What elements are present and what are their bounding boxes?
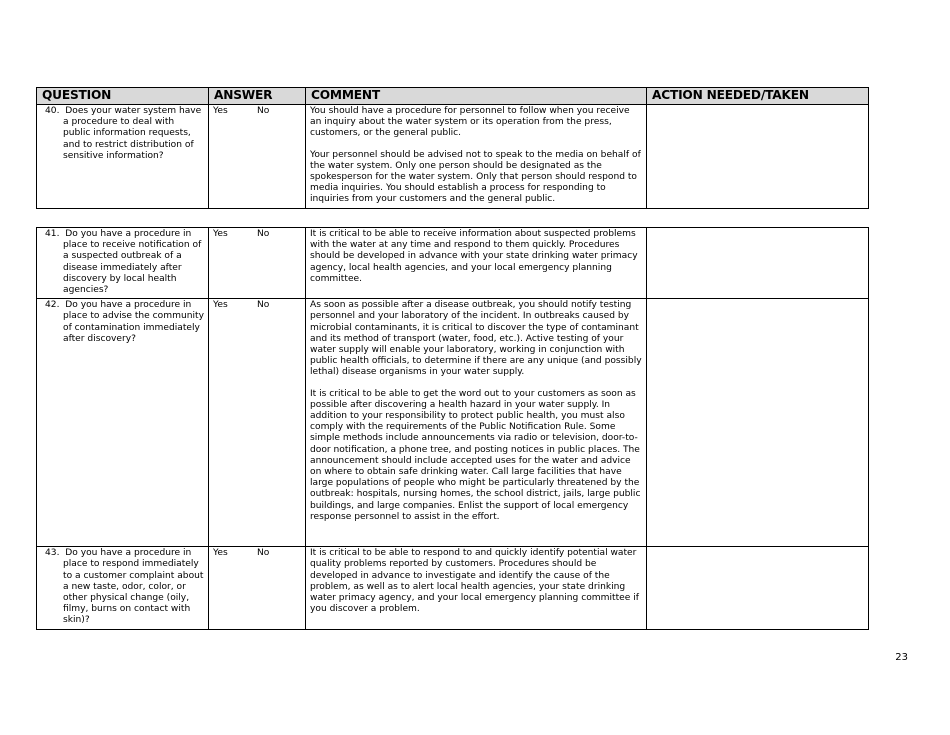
- comment-cell: [306, 105, 647, 209]
- question-table-2: [36, 227, 869, 630]
- comment-paragraph: It is critical to be able to respond to and quickly identify potential water quality problems reported by customers. Procedures should be developed in advance to investigate and identify the cause of the problem, as well as to alert local health agencies, your state drinking water primacy agency, and your local emergency planning committee if you discover a problem.: [310, 548, 639, 615]
- comment-cell: [306, 547, 647, 629]
- question-text: Do you have a procedure in place to receive notification of a suspected outbreak of a disease immediately after discovery by local health agencies?: [63, 229, 202, 296]
- question-number: 42.: [45, 300, 60, 311]
- answer-yes[interactable]: Yes: [213, 300, 228, 311]
- action-cell[interactable]: [647, 547, 869, 629]
- question-number: 41.: [45, 229, 60, 239]
- question-text: Do you have a procedure in place to advise the community of contamination immediately after discovery?: [63, 300, 204, 344]
- answer-no[interactable]: No: [257, 548, 270, 559]
- question-text: Does your water system have a procedure to deal with public information requests, and to restrict distribution of sensitive information?: [63, 106, 202, 161]
- question-row-40: [37, 105, 869, 209]
- question-number: 40.: [45, 106, 60, 116]
- answer-cell[interactable]: [209, 105, 306, 209]
- page-number: 23: [895, 652, 908, 663]
- question-cell: [37, 105, 209, 209]
- action-cell[interactable]: [647, 105, 869, 209]
- header-row: [37, 88, 869, 105]
- question-table-1: [36, 87, 869, 209]
- question-cell: [37, 547, 209, 629]
- comment-paragraph: It is critical to be able to get the word out to your customers as soon as possible after discovering a health hazard in your water supply. In addition to your responsibility to protect public health, you must also comply with the requirements of the Public Notification Rule. Some simple methods include announcements via radio or television, door-to-door notification, a phone tree, and posting notices in public places. The announcement should include accepted uses for the water and advice on where to obtain safe drinking water. Call large facilities that have large populations of people who might be particularly threatened by the outbreak: hospitals, nursing homes, the school district, jails, large public buildings, and large companies. Enlist the support of local emergency response personnel to assist in the effort.: [310, 388, 641, 522]
- header-comment: COMMENT: [306, 88, 647, 105]
- answer-no[interactable]: No: [257, 106, 270, 116]
- action-cell[interactable]: [647, 228, 869, 299]
- answer-yes[interactable]: Yes: [213, 548, 228, 559]
- question-row-43: [37, 547, 869, 629]
- question-row-41: [37, 228, 869, 299]
- answer-cell[interactable]: [209, 547, 306, 629]
- comment-paragraph: You should have a procedure for personnel to follow when you receive an inquiry about the water system or its operation from the press, customers, or the general public.: [310, 106, 630, 139]
- header-question: QUESTION: [37, 88, 209, 105]
- answer-yes[interactable]: Yes: [213, 229, 228, 239]
- question-text: Do you have a procedure in place to respond immediately to a customer complaint about a new taste, odor, color, or other physical change (oily, filmy, burns on contact with skin)?: [63, 548, 204, 626]
- comment-paragraph: Your personnel should be advised not to speak to the media on behalf of the water system. Only one person should be designated as the spokesperson for the water system. Only that person should respond to media inquiries. You should establish a process for responding to inquiries from your customers and the general public.: [310, 149, 641, 205]
- answer-cell[interactable]: [209, 299, 306, 547]
- question-cell: [37, 228, 209, 299]
- answer-no[interactable]: No: [257, 300, 270, 311]
- question-number: 43.: [45, 548, 60, 559]
- answer-yes[interactable]: Yes: [213, 106, 228, 116]
- answer-cell[interactable]: [209, 228, 306, 299]
- comment-cell: [306, 299, 647, 547]
- comment-paragraph: As soon as possible after a disease outbreak, you should notify testing personnel and your laboratory of the incident. In outbreaks caused by microbial contaminants, it is critical to discover the type of contaminant and its method of transport (water, food, etc.). Active testing of your water supply will enable your laboratory, working in conjunction with public health officials, to determine if there are any unique (and possibly lethal) disease organisms in your water supply.: [310, 300, 642, 378]
- comment-cell: [306, 228, 647, 299]
- question-cell: [37, 299, 209, 547]
- answer-no[interactable]: No: [257, 229, 270, 239]
- comment-paragraph: It is critical to be able to receive information about suspected problems with the water at any time and respond to them quickly. Procedures should be developed in advance with your state drinking water primacy agency, local health agencies, and your local emergency planning committee.: [310, 229, 638, 284]
- header-answer: ANSWER: [209, 88, 306, 105]
- action-cell[interactable]: [647, 299, 869, 547]
- question-row-42: [37, 299, 869, 547]
- header-action: ACTION NEEDED/TAKEN: [647, 88, 869, 105]
